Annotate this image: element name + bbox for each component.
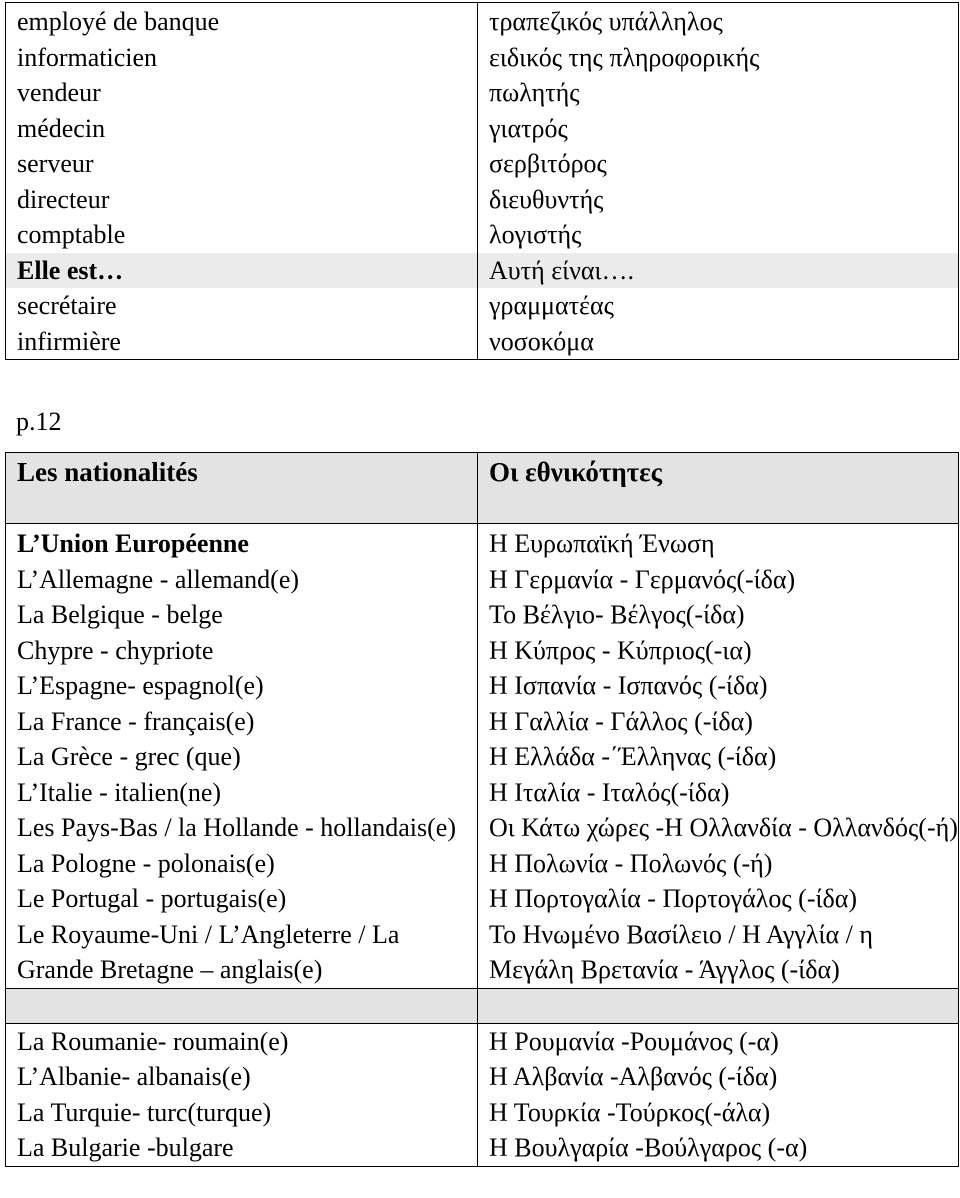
page-number-label: p.12 bbox=[16, 407, 62, 436]
nationality-fr: L’Espagne- espagnol(e) bbox=[17, 671, 264, 700]
other-french-column bbox=[6, 1023, 478, 1166]
profession-gr: νοσοκόμα bbox=[489, 326, 594, 356]
nationality-fr: La Bulgarie -bulgare bbox=[17, 1133, 234, 1162]
profession-fr: secrétaire bbox=[17, 291, 117, 320]
nationality-fr: L’Allemagne - allemand(e) bbox=[17, 564, 300, 594]
profession-gr-highlight: Αυτή είναι…. bbox=[478, 253, 958, 289]
nationality-fr: L’Italie - italien(ne) bbox=[17, 777, 222, 807]
eu-title-gr: Η Ευρωπαϊκή Ένωση bbox=[489, 529, 715, 558]
profession-gr: γιατρός bbox=[489, 113, 568, 143]
profession-fr: comptable bbox=[17, 220, 126, 249]
nationality-gr: Οι Κάτω χώρες -Η Ολλανδία - Ολλανδός(-ή) bbox=[489, 813, 958, 842]
nationality-gr: Η Κύπρος - Κύπριος(-ια) bbox=[489, 635, 752, 665]
header-gr: Οι εθνικότητες bbox=[478, 453, 959, 524]
nationality-fr: La Turquie- turc(turque) bbox=[17, 1097, 272, 1127]
nationality-fr: La Grèce - grec (que) bbox=[17, 742, 241, 771]
nationality-fr: La Roumanie- roumain(e) bbox=[17, 1026, 289, 1056]
nationality-gr: Η Πορτογαλία - Πορτογάλος (-ίδα) bbox=[489, 884, 858, 913]
eu-title-fr: L’Union Européenne bbox=[17, 529, 249, 558]
nationality-fr: La France - français(e) bbox=[17, 706, 255, 736]
nationalities-table bbox=[5, 452, 959, 1167]
eu-french-column bbox=[6, 524, 478, 989]
nationality-gr: Η Ελλάδα -΄Έλληνας (-ίδα) bbox=[489, 742, 777, 771]
profession-fr: vendeur bbox=[17, 78, 101, 107]
profession-gr: σερβιτόρος bbox=[489, 149, 607, 178]
eu-greek-column bbox=[478, 524, 959, 989]
nationality-fr: Les Pays-Bas / la Hollande - hollandais(e) bbox=[17, 813, 456, 842]
profession-fr: employé de banque bbox=[17, 7, 220, 36]
other-greek-column bbox=[478, 1023, 959, 1166]
profession-fr: infirmière bbox=[17, 326, 121, 356]
nationality-gr: Το Ηνωμένο Βασίλειο / Η Αγγλία / η Μεγάλη Βρετανία - Άγγλος (-ίδα) bbox=[489, 919, 873, 984]
profession-gr: ειδικός της πληροφορικής bbox=[489, 42, 760, 72]
profession-gr: γραμματέας bbox=[489, 291, 614, 320]
profession-gr: διευθυντής bbox=[489, 184, 604, 214]
nationality-gr: Η Βουλγαρία -Βούλγαρος (-α) bbox=[489, 1133, 808, 1162]
professions-row bbox=[6, 3, 959, 360]
nationality-gr: Η Αλβανία -Αλβανός (-ίδα) bbox=[489, 1062, 778, 1091]
eu-section-row bbox=[6, 524, 959, 989]
profession-fr: serveur bbox=[17, 149, 94, 178]
nationality-gr: Η Πολωνία - Πολωνός (-ή) bbox=[489, 848, 773, 878]
nationality-gr: Η Ρουμανία -Ρουμάνος (-α) bbox=[489, 1026, 779, 1056]
nationality-fr: Le Royaume-Uni / L’Angleterre / La Grande Bretagne – anglais(e) bbox=[17, 919, 400, 984]
nationality-gr: Το Βέλγιο- Βέλγος(-ίδα) bbox=[489, 600, 745, 629]
profession-fr: informaticien bbox=[17, 42, 158, 72]
nationality-fr: Chypre - chypriote bbox=[17, 635, 214, 665]
nationality-fr: Le Portugal - portugais(e) bbox=[17, 884, 287, 913]
profession-fr: médecin bbox=[17, 113, 106, 143]
header-fr: Les nationalités bbox=[6, 453, 478, 524]
profession-gr: πωλητής bbox=[489, 78, 580, 107]
separator-row bbox=[6, 988, 959, 1023]
separator-cell bbox=[478, 988, 959, 1023]
other-countries-row bbox=[6, 1023, 959, 1166]
nationality-gr: Η Ισπανία - Ισπανός (-ίδα) bbox=[489, 671, 768, 700]
professions-french-column bbox=[6, 3, 478, 360]
separator-cell bbox=[6, 988, 478, 1023]
nationality-fr: La Pologne - polonais(e) bbox=[17, 848, 275, 878]
profession-fr: directeur bbox=[17, 184, 110, 214]
profession-fr-highlight: Elle est… bbox=[6, 253, 477, 289]
nationality-gr: Η Ιταλία - Ιταλός(-ίδα) bbox=[489, 777, 730, 807]
nationality-gr: Η Τουρκία -Τούρκος(-άλα) bbox=[489, 1097, 771, 1127]
nationalities-header-row bbox=[6, 453, 959, 524]
nationality-gr: Η Γερμανία - Γερμανός(-ίδα) bbox=[489, 564, 796, 594]
nationality-fr: La Belgique - belge bbox=[17, 600, 223, 629]
profession-gr: τραπεζικός υπάλληλος bbox=[489, 7, 723, 36]
professions-table bbox=[5, 2, 959, 360]
professions-greek-column bbox=[478, 3, 959, 360]
nationality-gr: Η Γαλλία - Γάλλος (-ίδα) bbox=[489, 706, 753, 736]
nationality-fr: L’Albanie- albanais(e) bbox=[17, 1062, 251, 1091]
profession-gr: λογιστής bbox=[489, 220, 582, 249]
